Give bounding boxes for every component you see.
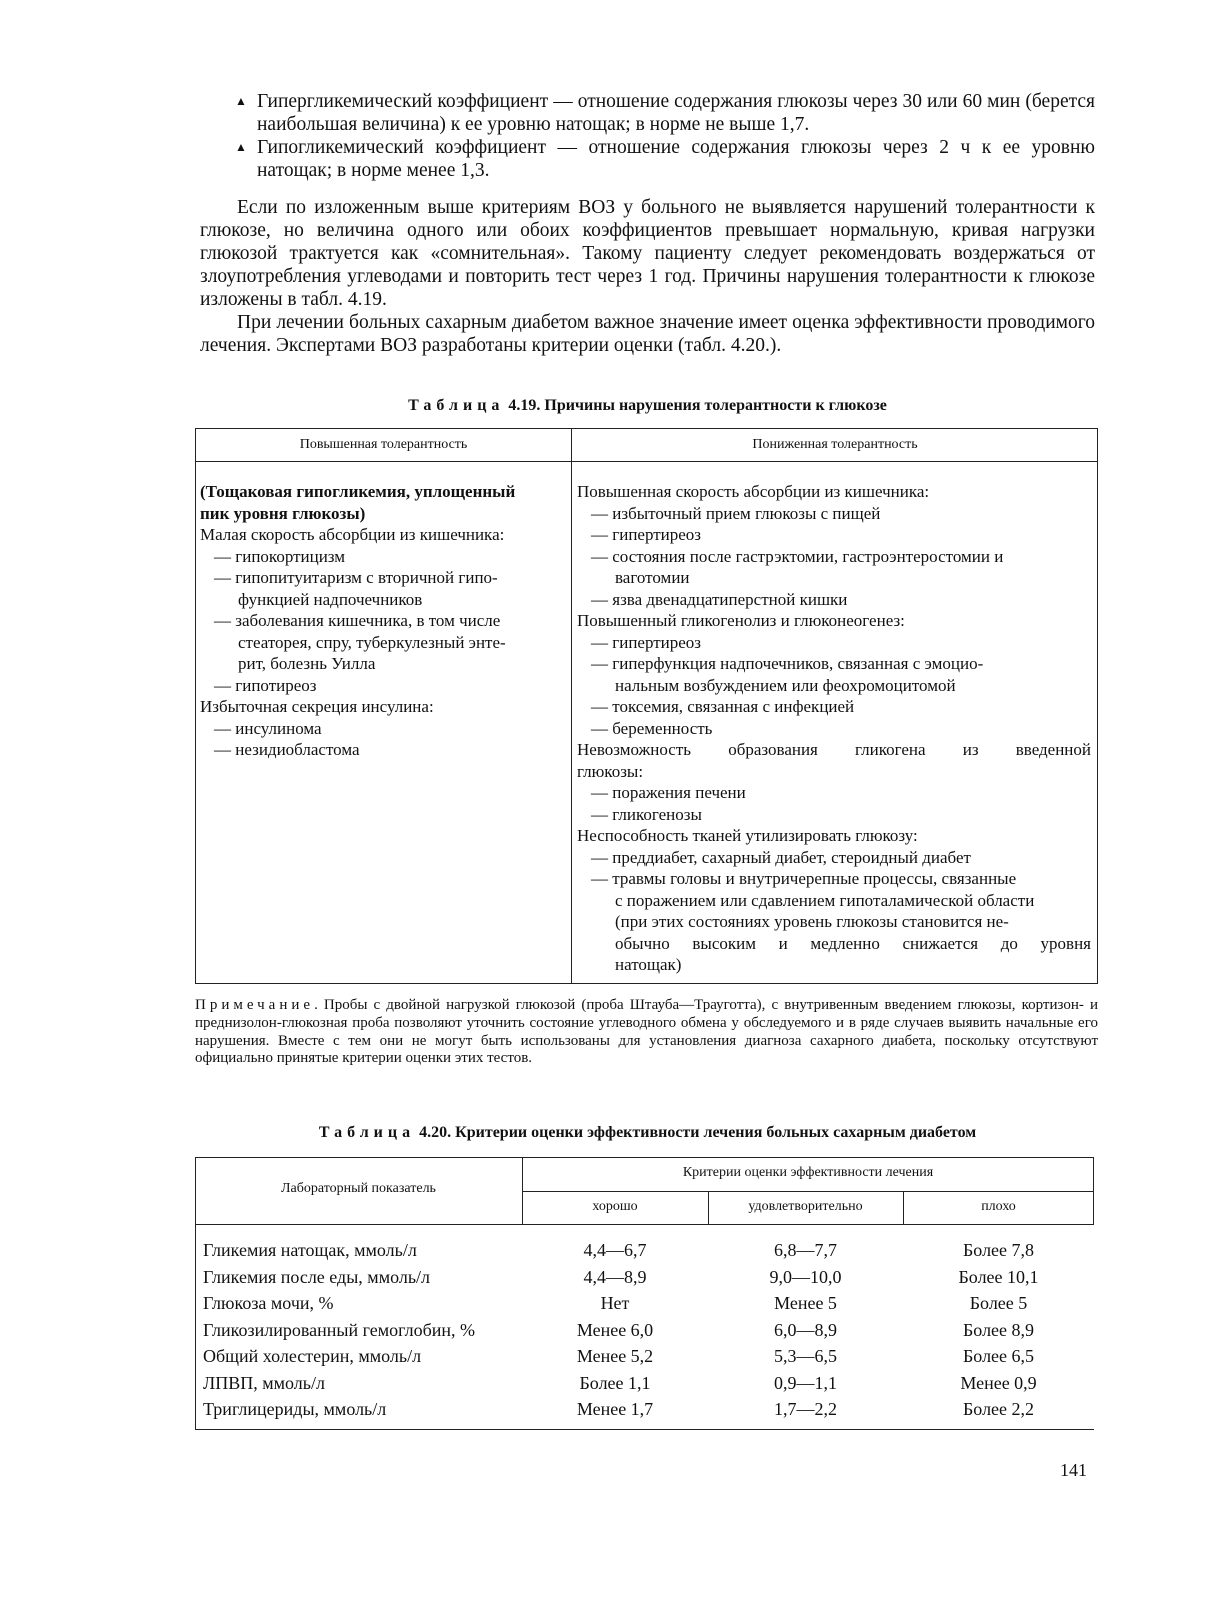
tolerance-causes-table [195,428,1098,984]
table-line: — гликогенозы [591,804,702,824]
table-line: — гипопитуитаризм с вторичной гипо- [214,568,498,587]
bad-cell: Более 2,2 [962,1399,1035,1419]
table-caption-word: Таблица [318,1124,416,1141]
bullet-text: Гипергликемический коэффициент — отношение содержания глюкозы через 30 или 60 мин (берется наибольшая величина) к ее уровню натощак; в норме не выше 1,7. [257,91,1095,135]
table-line: — инсулинома [214,718,322,738]
table-divider [195,1225,196,1430]
paragraph: При лечении больных сахарным диабетом важное значение имеет оценка эффективности проводимого лечения. Экспертами ВОЗ разработаны критерии оценки (табл. 4.20.). [200,312,1095,356]
bullet-item [235,136,1095,182]
indicator-cell: Общий холестерин, ммоль/л [203,1346,422,1366]
indicator-cell: Гликемия натощак, ммоль/л [203,1240,417,1260]
column-header-group: Критерии оценки эффективности лечения [682,1165,934,1180]
table-line: — состояния после гастрэктомии, гастроэнтеростомии и [591,546,1004,566]
satisfactory-cell: 6,8—7,7 [774,1240,837,1260]
bad-cell: Более 6,5 [962,1346,1035,1366]
table-line: функцией надпочечников [238,589,423,609]
satisfactory-cell: 1,7—2,2 [774,1399,837,1419]
table-caption-title: 4.20. Критерии оценки эффективности лечения больных сахарным диабетом [419,1124,977,1141]
column-header-good: хорошо [592,1199,638,1214]
table-divider [522,1191,1094,1192]
triangle-bullet-icon: ▲ [235,94,247,108]
satisfactory-cell: 9,0—10,0 [769,1266,842,1287]
good-cell: 4,4—6,7 [583,1240,647,1260]
table-divider [195,1429,1094,1430]
table-caption [195,397,1100,415]
triangle-bullet-icon: ▲ [235,140,247,154]
table-line: Повышенный гликогенолиз и глюконеогенез: [577,611,905,630]
satisfactory-cell: Менее 5 [774,1293,837,1313]
table-line: Повышенная скорость абсорбции из кишечника: [577,482,930,501]
table-line: Малая скорость абсорбции из кишечника: [200,525,505,544]
indicator-cell: Глюкоза мочи, % [203,1293,334,1313]
table-caption [195,1124,1100,1142]
bullet-list [235,90,1095,182]
table-line: — поражения печени [591,783,746,802]
bad-cell: Более 5 [969,1293,1028,1313]
table-line: — незидиобластома [214,740,360,759]
column-header-satisfactory: удовлетворительно [748,1199,863,1214]
table-line: — гипертиреоз [591,632,702,652]
table-line: Избыточная секреция инсулина: [200,697,434,716]
table-line: обычно высоким и медленно снижается до уровня [615,933,1091,953]
table-header-decreased: Пониженная толерантность [752,437,918,452]
good-cell: Более 1,1 [579,1372,651,1393]
table-line: — травмы головы и внутричерепные процессы, связанные [591,869,1017,888]
table-line: — избыточный прием глюкозы с пищей [591,503,881,523]
table-line: ваготомии [615,568,690,587]
decreased-tolerance-column [577,481,1091,976]
increased-tolerance-column [200,481,566,761]
table-line: (при этих состояниях уровень глюкозы становится не- [615,912,1009,931]
page-number: 141 [1060,1460,1087,1480]
table-line: — гипертиреоз [591,525,702,544]
table-divider [196,461,1097,462]
good-cell: Нет [600,1293,630,1313]
indicator-cell: Гликемия после еды, ммоль/л [203,1266,431,1287]
table-line: (Тощаковая гипогликемия, уплощенный [200,482,516,501]
satisfactory-cell: 6,0—8,9 [774,1319,837,1340]
indicator-cell: Триглицериды, ммоль/л [203,1399,387,1419]
bad-cell: Более 10,1 [958,1266,1039,1287]
satisfactory-cell: 5,3—6,5 [774,1346,837,1366]
good-cell: 4,4—8,9 [583,1266,647,1287]
note-label: Примечание [195,997,315,1013]
table-line: нальным возбуждением или феохромоцитомой [615,675,956,695]
bullet-text: Гипогликемический коэффициент — отношение содержания глюкозы через 2 ч к ее уровню натощак; в норме менее 1,3. [257,137,1095,181]
table-line: с поражением или сдавлением гипоталамической области [615,890,1035,910]
bad-cell: Более 8,9 [962,1319,1035,1340]
satisfactory-cell: 0,9—1,1 [774,1372,837,1393]
table-line: — гипотиреоз [214,675,317,695]
table-line: — беременность [591,718,713,738]
table-line: рит, болезнь Уилла [238,654,376,673]
table-divider [571,429,572,983]
table-caption-word: Таблица [408,397,505,414]
table-header-increased: Повышенная толерантность [299,437,468,452]
table-line: — гипокортицизм [214,546,346,566]
bad-cell: Более 7,8 [962,1240,1035,1260]
table-line: Невозможность образования гликогена из введенной [577,740,1091,759]
column-header-bad: плохо [981,1199,1016,1214]
table-line: стеаторея, спру, туберкулезный энте- [238,632,506,652]
indicator-cell: ЛПВП, ммоль/л [203,1372,325,1393]
table-caption-title: 4.19. Причины нарушения толерантности к глюкозе [508,397,887,414]
bad-cell: Менее 0,9 [960,1372,1037,1393]
table-line: — преддиабет, сахарный диабет, стероидный диабет [591,847,971,867]
table-line: — заболевания кишечника, в том числе [214,611,501,630]
note-text: . Пробы с двойной нагрузкой глюкозой (проба Штауба—Трауготта), с внутривенным введением глюкозы, кортизон- и преднизолон-глюкозная проба позволяют уточнить состояние углеводного обмена у обследуемого и в ряде случаев выявить начальные его нарушения. Вместе с тем они не могут быть использованы для установления диагноза сахарного диабета, поскольку отсутствуют официально принятые критерии оценки этих тестов. [195,997,1098,1067]
table-line: глюкозы: [577,761,644,781]
paragraph: Если по изложенным выше критериям ВОЗ у больного не выявляется нарушений толерантности к глюкозе, но величина одного или обоих коэффициентов превышает нормальную, кривая нагрузки глюкозой трактуется как «сомнительная». Такому пациенту следует рекомендовать воздержаться от злоупотребления углеводами и повторить тест через 1 год. Причины нарушения толерантности к глюкозе изложены в табл. 4.19. [200,197,1095,310]
table-line: пик уровня глюкозы) [200,503,366,523]
table-line: Неспособность тканей утилизировать глюкозу: [577,826,918,845]
table-line: натощак) [615,955,682,974]
good-cell: Менее 6,0 [576,1319,654,1340]
bullet-item [235,90,1095,136]
treatment-criteria-table [195,1157,1094,1430]
good-cell: Менее 1,7 [576,1399,654,1419]
indicator-cell: Гликозилированный гемоглобин, % [203,1319,475,1340]
table-note [195,997,1098,1068]
table-line: — токсемия, связанная с инфекцией [591,697,855,716]
column-header-indicator: Лабораторный показатель [281,1181,436,1196]
table-line: — гиперфункция надпочечников, связанная с эмоцио- [591,654,984,673]
good-cell: Менее 5,2 [576,1346,654,1366]
table-line: — язва двенадцатиперстной кишки [591,589,848,609]
